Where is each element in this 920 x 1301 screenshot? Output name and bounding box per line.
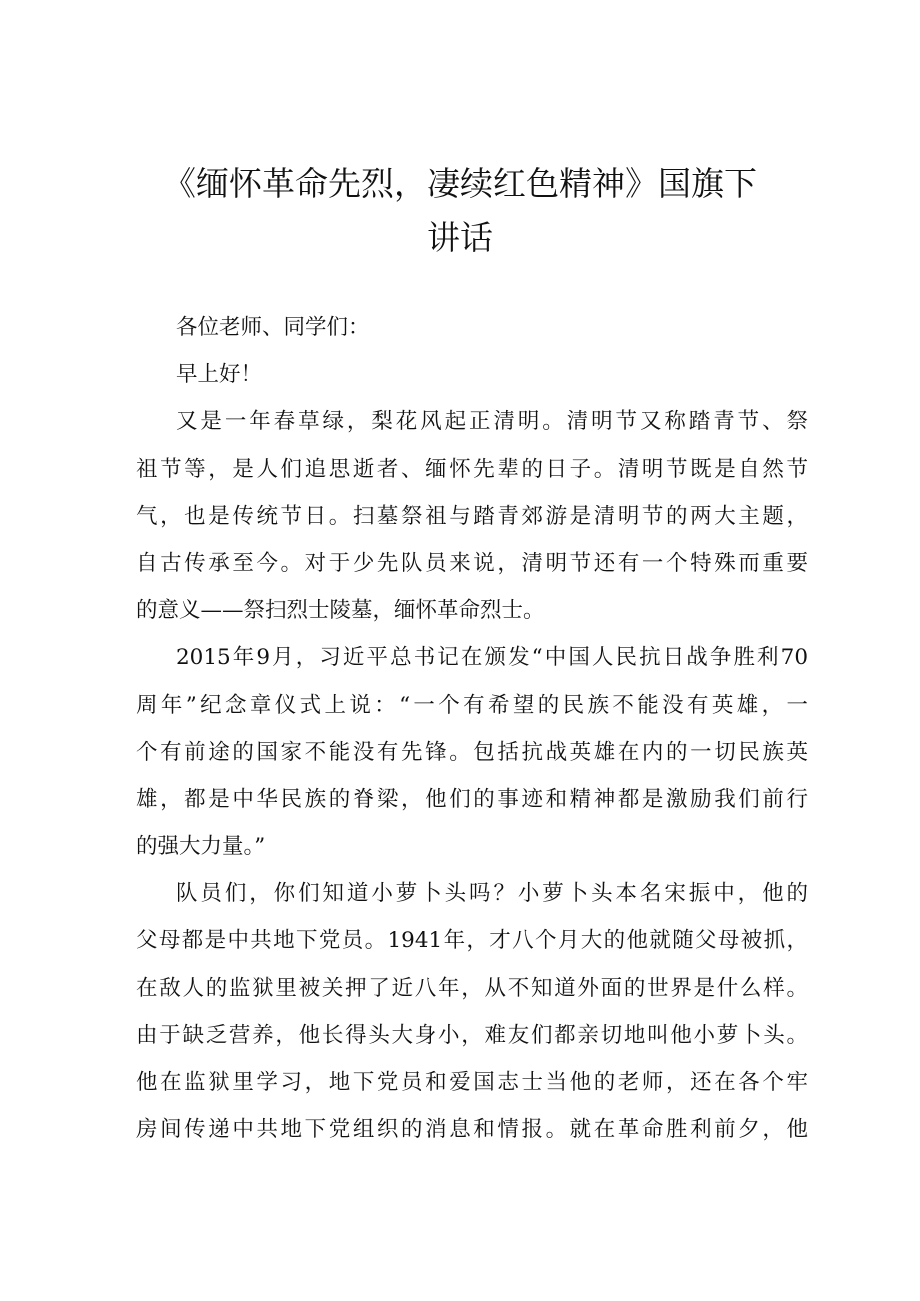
salutation: 各位老师、同学们： <box>176 315 370 340</box>
paragraph-line: 雄，都是中华民族的脊梁，他们的事迹和精神都是激励我们前行 <box>136 786 808 812</box>
greeting: 早上好！ <box>176 362 263 388</box>
paragraph-line: 又是一年春草绿，梨花风起正清明。清明节又称踏青节、祭 <box>176 409 808 435</box>
paragraph-line: 房间传递中共地下党组织的消息和情报。就在革命胜利前夕，他 <box>136 1117 808 1143</box>
paragraph-line: 2015年9月，习近平总书记在颁发“中国人民抗日战争胜利70 <box>176 645 808 671</box>
title-line-1: 《缅怀革命先烈，凄续红色精神》国旗下 <box>163 164 757 203</box>
paragraph-line: 由于缺乏营养，他长得头大身小，难友们都亲切地叫他小萝卜头。 <box>136 1022 808 1048</box>
paragraph-line: 的意义——祭扫烈士陵墓，缅怀革命烈士。 <box>136 598 545 624</box>
paragraph-line: 在敌人的监狱里被关押了近八年，从不知道外面的世界是什么样。 <box>136 975 808 1001</box>
paragraph-line: 他在监狱里学习，地下党员和爱国志士当他的老师，还在各个牢 <box>136 1070 808 1095</box>
paragraph-quote <box>136 634 808 870</box>
document-body <box>136 304 808 1153</box>
document-title <box>120 157 800 265</box>
title-line-2: 讲话 <box>427 218 493 257</box>
paragraph-line: 祖节等，是人们追思逝者、缅怀先辈的日子。清明节既是自然节 <box>136 456 808 482</box>
paragraph-line: 个有前途的国家不能没有先锋。包括抗战英雄在内的一切民族英 <box>136 739 808 765</box>
paragraph-qingming <box>136 398 808 634</box>
paragraph-line: 父母都是中共地下党员。1941年，才八个月大的他就随父母被抓， <box>136 928 808 954</box>
paragraph-line: 周年”纪念章仪式上说：“一个有希望的民族不能没有英雄，一 <box>136 692 808 718</box>
paragraph-line: 的强大力量。” <box>136 834 266 860</box>
paragraph-xiaoluobotou <box>136 870 808 1153</box>
paragraph-line: 气，也是传统节日。扫墓祭祖与踏青郊游是清明节的两大主题， <box>136 503 808 529</box>
paragraph-line: 队员们，你们知道小萝卜头吗？小萝卜头本名宋振中，他的 <box>176 881 808 907</box>
paragraph-line: 自古传承至今。对于少先队员来说，清明节还有一个特殊而重要 <box>136 550 808 576</box>
